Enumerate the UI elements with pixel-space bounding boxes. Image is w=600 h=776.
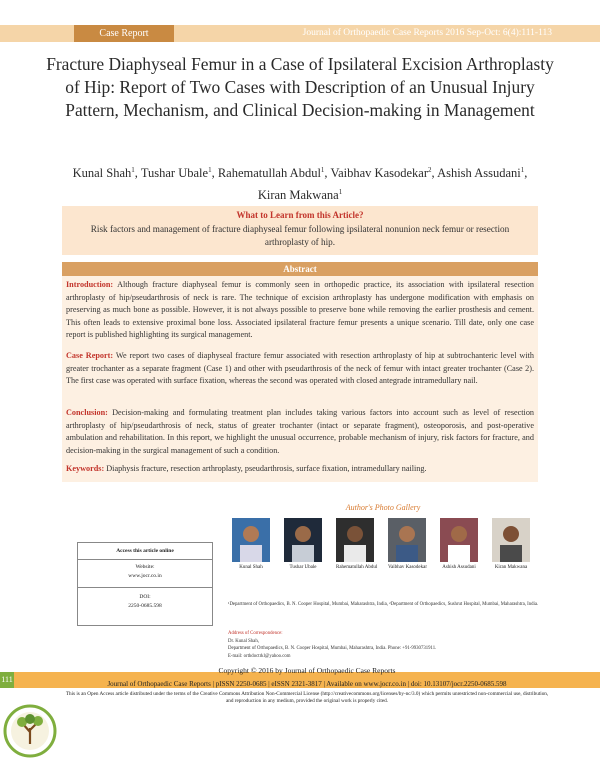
access-website: Website: www.jocr.co.in <box>78 560 212 588</box>
author-photo: Kiran Makwana <box>492 518 530 570</box>
journal-logo-icon <box>3 704 57 758</box>
copyright: Copyright © 2016 by Journal of Orthopaedic Case Reports <box>218 666 396 675</box>
author: Rahematullah Abdul$^1$, <box>217 166 331 181</box>
author-photo: Ashish Assudani <box>440 518 478 570</box>
abstract-heading: Abstract <box>62 262 538 276</box>
portrait-icon <box>388 518 426 562</box>
access-online-box <box>77 542 213 626</box>
gallery-heading: Author's Photo Gallery <box>345 503 421 512</box>
author: Vaibhav Kasodekar$^2$, <box>330 166 438 181</box>
author-photo: Kunal Shah <box>232 518 270 570</box>
journal-citation: Journal of Orthopaedic Case Reports 2016 Sep-Oct: 6(4):111-113 <box>302 28 552 38</box>
portrait-icon <box>492 518 530 562</box>
author-list <box>60 161 540 205</box>
abstract-conclusion: Conclusion: Decision-making and formulating treatment plan includes taking various factors into account such as level of resection arthroplasty of hip/pseudarthrosis of neck, status of greater trochanter (intact or separate fragment), osteoporosis, and post-operative ambulation and rehabilitation. In this report, we highlight the unusual occurrence, probable mechanism of injury, risk factors for fracture, and decision-making in the surgical management of such a condition. <box>66 408 535 455</box>
license-text: This is an Open Access article distributed under the terms of the Creative Commons Attribution Non-Commercial License (http://creativecommons.org/licenses/by-nc/3.0) which permits unrestricted non-commercial use, distribution, and reproduction in any medium, provided the original work is properly cited. <box>65 690 549 705</box>
abstract-box <box>62 276 538 482</box>
footer <box>62 666 552 706</box>
correspondence: Address of Correspondence: Dr. Kunal Shah, Department of Orthopaedics, B. N. Cooper Hospital, Mumbai, Maharashtra, India. Phone: +91-9930731911. E-mail: orthdoctrkl@yahoo.com <box>228 630 548 660</box>
portrait-icon <box>284 518 322 562</box>
author: Ashish Assudani$^1$, <box>437 166 528 181</box>
author-photo: Tushar Ubale <box>284 518 322 570</box>
portrait-icon <box>336 518 374 562</box>
affiliations: ¹Department of Orthopaedics, B. N. Cooper Hospital, Mumbai, Maharashtra, India, ²Department of Orthopaedics, Sushrut Hospital, Mumbai, Maharashtra, India. <box>228 602 539 607</box>
article-type-tag: Case Report <box>74 25 174 42</box>
portrait-icon <box>440 518 478 562</box>
author: Kiran Makwana$^1$ <box>257 188 343 203</box>
abstract-introduction: Introduction: Although fracture diaphyseal femur is commonly seen in orthopedic practice, its association with ipsilateral resection arthroplasty of hip/pseudarthrosis of neck is rare. The technique of excision arthroplasty has undergone modification with emphasis on preserving as much bone as possible. However, it is not always possible to preserve bone while removing the earlier prosthesis and cement. This often leads to extensive proximal bone loss. Associated ipsilateral fracture femur presents a unique scenario. Till date, only one case report is published highlighting its surgical management. <box>66 280 534 340</box>
author: Tushar Ubale$^1$, <box>140 166 218 181</box>
portrait-icon <box>232 518 270 562</box>
journal-line: Journal of Orthopaedic Case Reports | pISSN 2250-0685 | eISSN 2321-3817 | Available on www.jocr.co.in | doi: 10.13107/jocr.2250-0685.598 <box>107 680 507 689</box>
author-photo-gallery <box>228 518 538 578</box>
learning-body: Risk factors and management of fracture diaphyseal femur following ipsilateral nonunion neck femur or resection arthroplasty of hip. <box>90 224 510 247</box>
author: Kunal Shah$^1$, <box>72 166 141 181</box>
access-doi: DOI: 2250-0685.598 <box>128 594 162 609</box>
website-link[interactable]: www.jocr.co.in <box>128 573 162 579</box>
learning-box <box>62 206 538 255</box>
article-title: Fracture Diaphyseal Femur in a Case of Ipsilateral Excision Arthroplasty of Hip: Report of Two Cases with Description of an Unusual Injury Pattern, Mechanism, and Clinical Decision-making in Management <box>46 54 554 120</box>
header-bar <box>0 25 600 42</box>
author-photo: Vaibhav Kasodekar <box>388 518 426 570</box>
abstract-case-report: Case Report: We report two cases of diaphyseal fracture femur associated with resection arthroplasty of hip at subtrochanteric level with greater trochanter as a separate fragment (Case 1) and other with pseudarthrosis of the neck of femur with intact greater trochanter (Case 2). The first case was operated with surface fixation, whereas the second was operated with closed antegrade intramedullary nail. <box>66 351 534 386</box>
access-heading: Access this article online <box>78 543 212 560</box>
correspondence-email[interactable]: E-mail: orthdoctrkl@yahoo.com <box>228 653 291 659</box>
author-photo: Rahematullah Abdul <box>336 518 374 570</box>
page-number: 111 <box>0 672 14 688</box>
abstract-keywords: Keywords: Diaphysis fracture, resection arthroplasty, pseudarthrosis, surface fixation, intramedullary nailing. <box>66 464 427 473</box>
learning-heading: What to Learn from this Article? <box>236 210 364 220</box>
